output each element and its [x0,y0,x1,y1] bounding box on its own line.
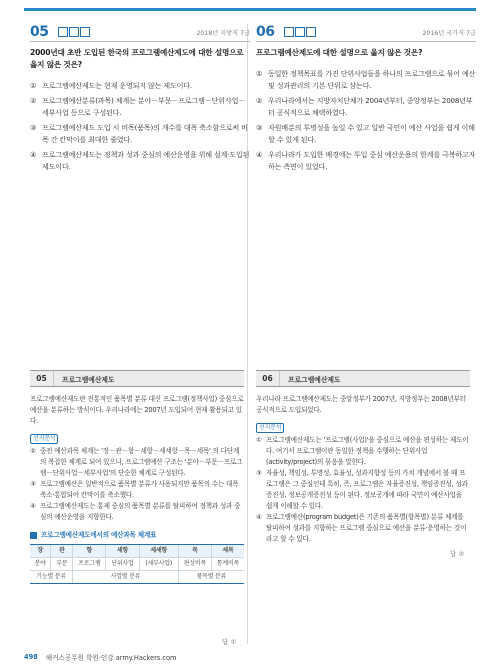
option-item[interactable] [30,95,250,119]
table-header-cell: 세목 [211,545,244,557]
table-cell: 부문 [51,557,73,570]
table-cell: 단위사업 [106,557,139,570]
option-text: 우리나라가 도입한 배경에는 투입 중심 예산운용의 한계를 극복하고자 하는 측면이 있었다. [268,150,476,171]
option-number: ② [256,96,263,105]
answer-number: 05 [30,371,54,386]
table-header-cell: 목 [178,545,211,557]
analysis-number: ② [30,447,36,455]
check-box[interactable] [284,27,294,37]
budget-table [30,544,244,584]
table-cell: 사업별 분류 [73,570,179,583]
table-row [30,570,244,583]
table-header-cell: 관 [51,545,73,557]
option-text: 프로그램예산제도는 현재 운영되지 않는 제도이다. [42,81,192,90]
option-number: ③ [256,123,263,132]
table-header-cell: 장 [30,545,51,557]
analysis-tag: 선지분석 [30,434,58,444]
option-item[interactable] [256,149,476,173]
option-number: ① [256,69,263,78]
option-text: 프로그램예산제도는 정책과 성과 중심의 예산운영을 위해 설계·도입된 제도이다. [42,150,250,171]
table-cell: (세부사업) [139,557,178,570]
table-title: 프로그램예산제도에서의 예산과목 체계표 [41,531,157,539]
answer-intro: 우리나라 프로그램예산제도는 중앙정부가 2007년, 지방정부는 2008년부터 공식적으로 도입되었다. [256,395,466,414]
analysis-tag: 선지분석 [256,423,284,433]
header-accent-bar [24,8,476,11]
analysis-number: ③ [256,469,262,477]
answer-title: 프로그램예산제도 [288,375,341,384]
option-item[interactable] [256,68,476,92]
check-boxes[interactable] [284,27,316,37]
question-source: 2016년 국가직 7급 [422,30,476,37]
option-item[interactable] [30,80,250,92]
check-box[interactable] [80,27,90,37]
page-number: 498 [24,653,38,661]
question-header [30,24,250,40]
analysis-item [256,468,470,512]
analysis-item [30,501,244,523]
analysis-number: ③ [30,480,36,488]
table-header-cell: 세세항 [139,545,178,557]
question-rule [256,41,476,42]
answer-number: 06 [256,371,280,386]
option-item[interactable] [256,122,476,146]
question-header [256,24,476,40]
analysis-item [256,435,470,468]
check-box[interactable] [306,27,316,37]
question-number: 05 [30,24,49,40]
analysis-item [256,512,470,545]
option-text: 동일한 정책목표를 가진 단위사업들을 하나의 프로그램으로 묶어 예산 및 성과관리의 기본 단위로 삼는다. [268,69,476,90]
analysis-number: ④ [256,513,262,521]
analysis-text: 프로그램예산(program budget)은 기존의 품목별(항목별) 분류 체계를 탈피하여 성과를 지향하는 프로그램 중심으로 예산을 분류·운영하는 것이라고 할 수 있다. [266,513,467,543]
table-cell: 기능별 분류 [30,570,73,583]
question-source: 2018년 지방직 7급 [196,30,250,37]
option-number: ① [30,81,37,90]
analysis-text: 프로그램예산제도는 '프로그램(사업)'을 중심으로 예산을 편성하는 제도이다. 여기서 프로그램이란 동일한 정책을 수행하는 단위사업(activity/project)의 묶음을 말한다. [266,436,469,466]
page-footer [24,652,176,662]
analysis-item [30,479,244,501]
answer-body-05 [30,394,244,584]
option-item[interactable] [30,122,250,146]
answer-intro: 프로그램예산제도란 전통적인 품목별 분류 대신 프로그램(정책사업) 중심으로 예산을 분류하는 방식이다. 우리나라에는 2007년 도입되어 현재 활용되고 있다. [30,395,244,425]
check-box[interactable] [58,27,68,37]
answer-key-06: 답 ② [450,550,465,558]
table-cell: 프로그램 [73,557,106,570]
analysis-text: 프로그램예산제도는 통제 중심의 품목별 분류를 탈피하여 정책과 성과 중심의 예산운영을 지향한다. [40,502,241,521]
option-number: ④ [30,150,37,159]
analysis-number: ④ [30,502,36,510]
analysis-number: ① [256,436,262,444]
question-stem: 프로그램예산제도에 대한 설명으로 옳지 않은 것은? [256,48,423,57]
check-boxes[interactable] [58,27,90,37]
analysis-item [30,446,244,479]
table-cell: 분야 [30,557,51,570]
option-number: ④ [256,150,263,159]
option-list [30,80,250,173]
option-text: 프로그램예산분류(과목) 체계는 분야－부문－프로그램－단위사업－세부사업 등으로 구성된다. [42,96,246,117]
question-06 [256,24,476,176]
check-box[interactable] [69,27,79,37]
option-text: 프로그램예산제도 도입 시 비목(품목)의 개수를 대폭 축소함으로써 비목 간 칸막이를 최대한 줄였다. [42,123,248,144]
table-header-row [30,545,244,557]
option-text: 우리나라에서는 지방자치단체가 2004년부터, 중앙정부는 2008년부터 공식적으로 채택하였다. [268,96,473,117]
table-header-cell: 항 [73,545,106,557]
option-list [256,68,476,173]
answer-header-06 [256,370,470,387]
question-05 [30,24,250,176]
table-header-cell: 세항 [106,545,139,557]
answer-title: 프로그램예산제도 [62,375,115,384]
check-box[interactable] [295,27,305,37]
square-bullet-icon [30,532,37,539]
answer-header-05 [30,370,244,387]
table-title-row [30,530,244,541]
question-rule [30,41,250,42]
footer-text[interactable]: 해커스공무원 학원·인강 army.Hackers.com [45,654,177,662]
analysis-text: 프로그램예산은 일반적으로 품목별 분류가 사용되지만 품목의 수는 대폭 축소·통합되어 칸막이를 축소했다. [40,480,239,499]
question-number: 06 [256,24,275,40]
option-number: ② [30,96,37,105]
option-item[interactable] [30,149,250,173]
table-row [30,557,244,570]
question-stem: 2000년대 초반 도입된 한국의 프로그램예산제도에 대한 설명으로 옳지 않은 것은? [30,48,244,69]
option-number: ③ [30,123,37,132]
option-text: 자원배분의 투명성을 높일 수 있고 일반 국민이 예산 사업을 쉽게 이해할 수 있게 된다. [268,123,475,144]
answer-key-05: 답 ① [222,638,237,646]
analysis-text: 자율성, 책임성, 투명성, 효율성, 성과지향성 등의 가치 개념에서 볼 때 프로그램은 그 중심인데 특히, 즉, 프로그램은 자율증진성, 책임증진성, 성과증진성, 정보공개증진성 등이 된다. 정보공개에 따라 국민이 예산사업을 쉽게 이해할 수 있다. [266,469,468,510]
option-item[interactable] [256,95,476,119]
table-cell: 품목별 분류 [178,570,244,583]
table-cell: 통계비목 [211,557,244,570]
table-cell: 편성비목 [178,557,211,570]
answer-body-06 [256,394,470,545]
analysis-text: 중전 예산과목 체계는 '장－관－항－세항－세세항－목－세목' 의 다단계의 복잡한 체계로 되어 있으나, 프로그램예산 구조는 '분야－부문－프로그램－단위사업－세부사업'의 단순한 체계로 구성된다. [40,447,243,477]
